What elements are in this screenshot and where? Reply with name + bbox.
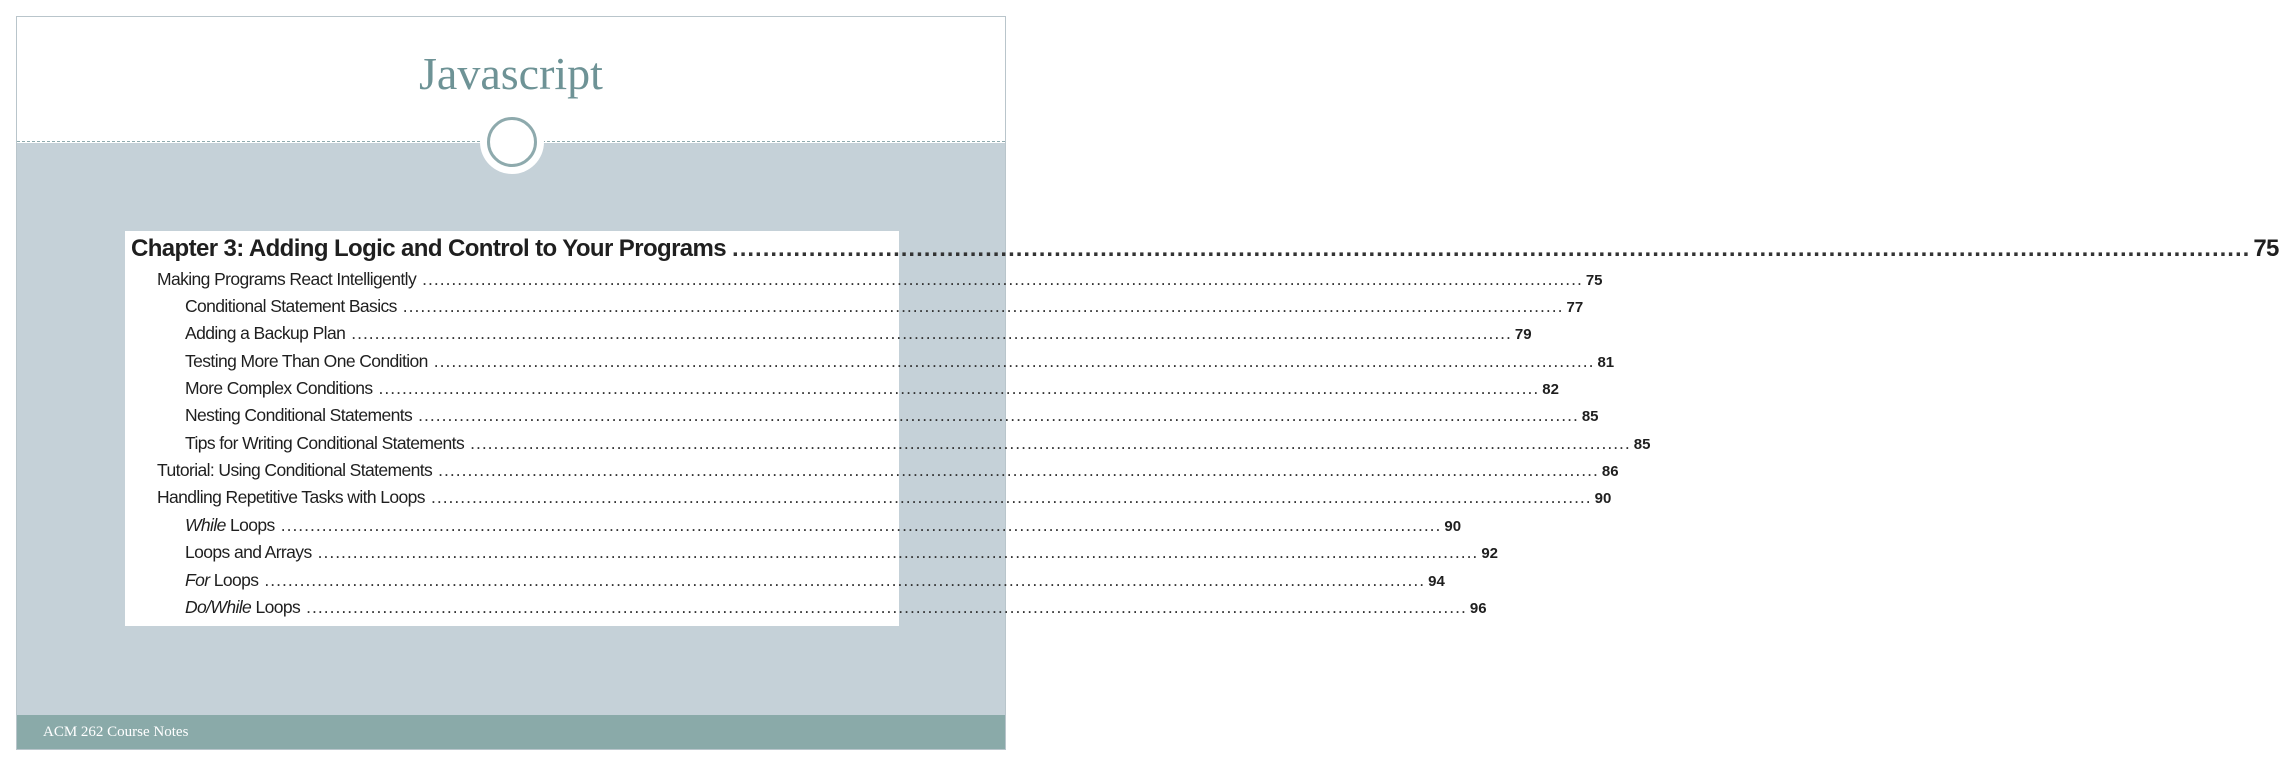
toc-dot-leader: ...................................................................................................................................................................................................... <box>422 269 1583 289</box>
toc-entry <box>185 542 1498 563</box>
toc-dot-leader: ...................................................................................................................................................................................................... <box>264 570 1426 590</box>
toc-entry-label: More Complex Conditions <box>185 378 373 398</box>
toc-entry <box>185 570 1445 591</box>
toc-entry-label: Loops and Arrays <box>185 542 312 562</box>
toc-entry-label: Conditional Statement Basics <box>185 296 397 316</box>
toc-entry-label: For Loops <box>185 570 259 590</box>
toc-chapter-label: Chapter 3: Adding Logic and Control to Your Programs <box>131 235 727 262</box>
toc-entry <box>185 351 1615 372</box>
toc-chapter-heading <box>131 235 2279 263</box>
toc-dot-leader: ...................................................................................................................................................................................................... <box>317 542 1479 562</box>
toc-entry-label: Nesting Conditional Statements <box>185 405 413 425</box>
toc-entry <box>185 433 1651 454</box>
toc-entry-page: 90 <box>1594 490 1612 507</box>
toc-entry-label: Making Programs React Intelligently <box>157 269 417 289</box>
toc-entry-page: 82 <box>1542 381 1559 398</box>
circle-ornament-icon <box>480 110 544 174</box>
toc-entry-page: 77 <box>1566 299 1584 316</box>
footer-text: ACM 262 Course Notes <box>43 724 189 740</box>
toc-dot-leader: ...................................................................................................................................................................................................... <box>351 323 1512 343</box>
toc-entry-label: Do/While Loops <box>185 597 301 617</box>
toc-entry-page: 94 <box>1428 573 1445 590</box>
toc-entry <box>185 515 1462 536</box>
toc-entry <box>185 405 1599 426</box>
toc-entry <box>185 323 1532 344</box>
toc-entry-label: Adding a Backup Plan <box>185 323 346 343</box>
toc-entry <box>157 269 1603 290</box>
toc-dot-leader: ...................................................................................................................................................................................................... <box>732 235 2251 262</box>
toc-dot-leader: ...................................................................................................................................................................................................... <box>418 405 1579 425</box>
toc-entry-label: Testing More Than One Condition <box>185 351 428 371</box>
toc-dot-leader: ...................................................................................................................................................................................................... <box>280 515 1442 535</box>
slide <box>16 16 2279 750</box>
toc-chapter-page: 75 <box>2253 235 2279 262</box>
toc-dot-leader: ...................................................................................................................................................................................................... <box>433 351 1595 371</box>
ring-icon <box>487 117 537 167</box>
toc-entry-label: Tips for Writing Conditional Statements <box>185 433 465 453</box>
slide-title: Javascript <box>419 48 603 99</box>
toc-entry-page: 75 <box>1585 272 1603 289</box>
toc-entry-page: 96 <box>1469 600 1487 617</box>
toc-entry <box>185 296 1584 317</box>
toc-entry-label: While Loops <box>185 515 275 535</box>
toc-entry-page: 85 <box>1581 408 1599 425</box>
toc-entry-page: 79 <box>1514 326 1532 343</box>
toc-entry-label: Handling Repetitive Tasks with Loops <box>157 487 425 507</box>
toc-dot-leader: ...................................................................................................................................................................................................... <box>402 296 1564 316</box>
footer-bar <box>17 715 1005 749</box>
toc-dot-leader: ...................................................................................................................................................................................................... <box>438 460 1599 480</box>
toc-dot-leader: ...................................................................................................................................................................................................... <box>430 487 1592 507</box>
toc-entry-page: 92 <box>1481 545 1498 562</box>
toc-entry-page: 86 <box>1601 463 1619 480</box>
table-of-contents-image <box>125 231 2279 626</box>
toc-dot-leader: ...................................................................................................................................................................................................... <box>306 597 1467 617</box>
toc-entry-page: 85 <box>1633 436 1651 453</box>
toc-dot-leader: ...................................................................................................................................................................................................... <box>470 433 1631 453</box>
toc-entry-label: Tutorial: Using Conditional Statements <box>157 460 433 480</box>
toc-entry <box>157 487 1612 508</box>
toc-entry-page: 90 <box>1444 518 1462 535</box>
toc-entry <box>185 378 1559 399</box>
toc-entry <box>185 597 1487 618</box>
toc-entry <box>157 460 1619 481</box>
toc-dot-leader: ...................................................................................................................................................................................................... <box>378 378 1540 398</box>
toc-entry-page: 81 <box>1597 354 1615 371</box>
